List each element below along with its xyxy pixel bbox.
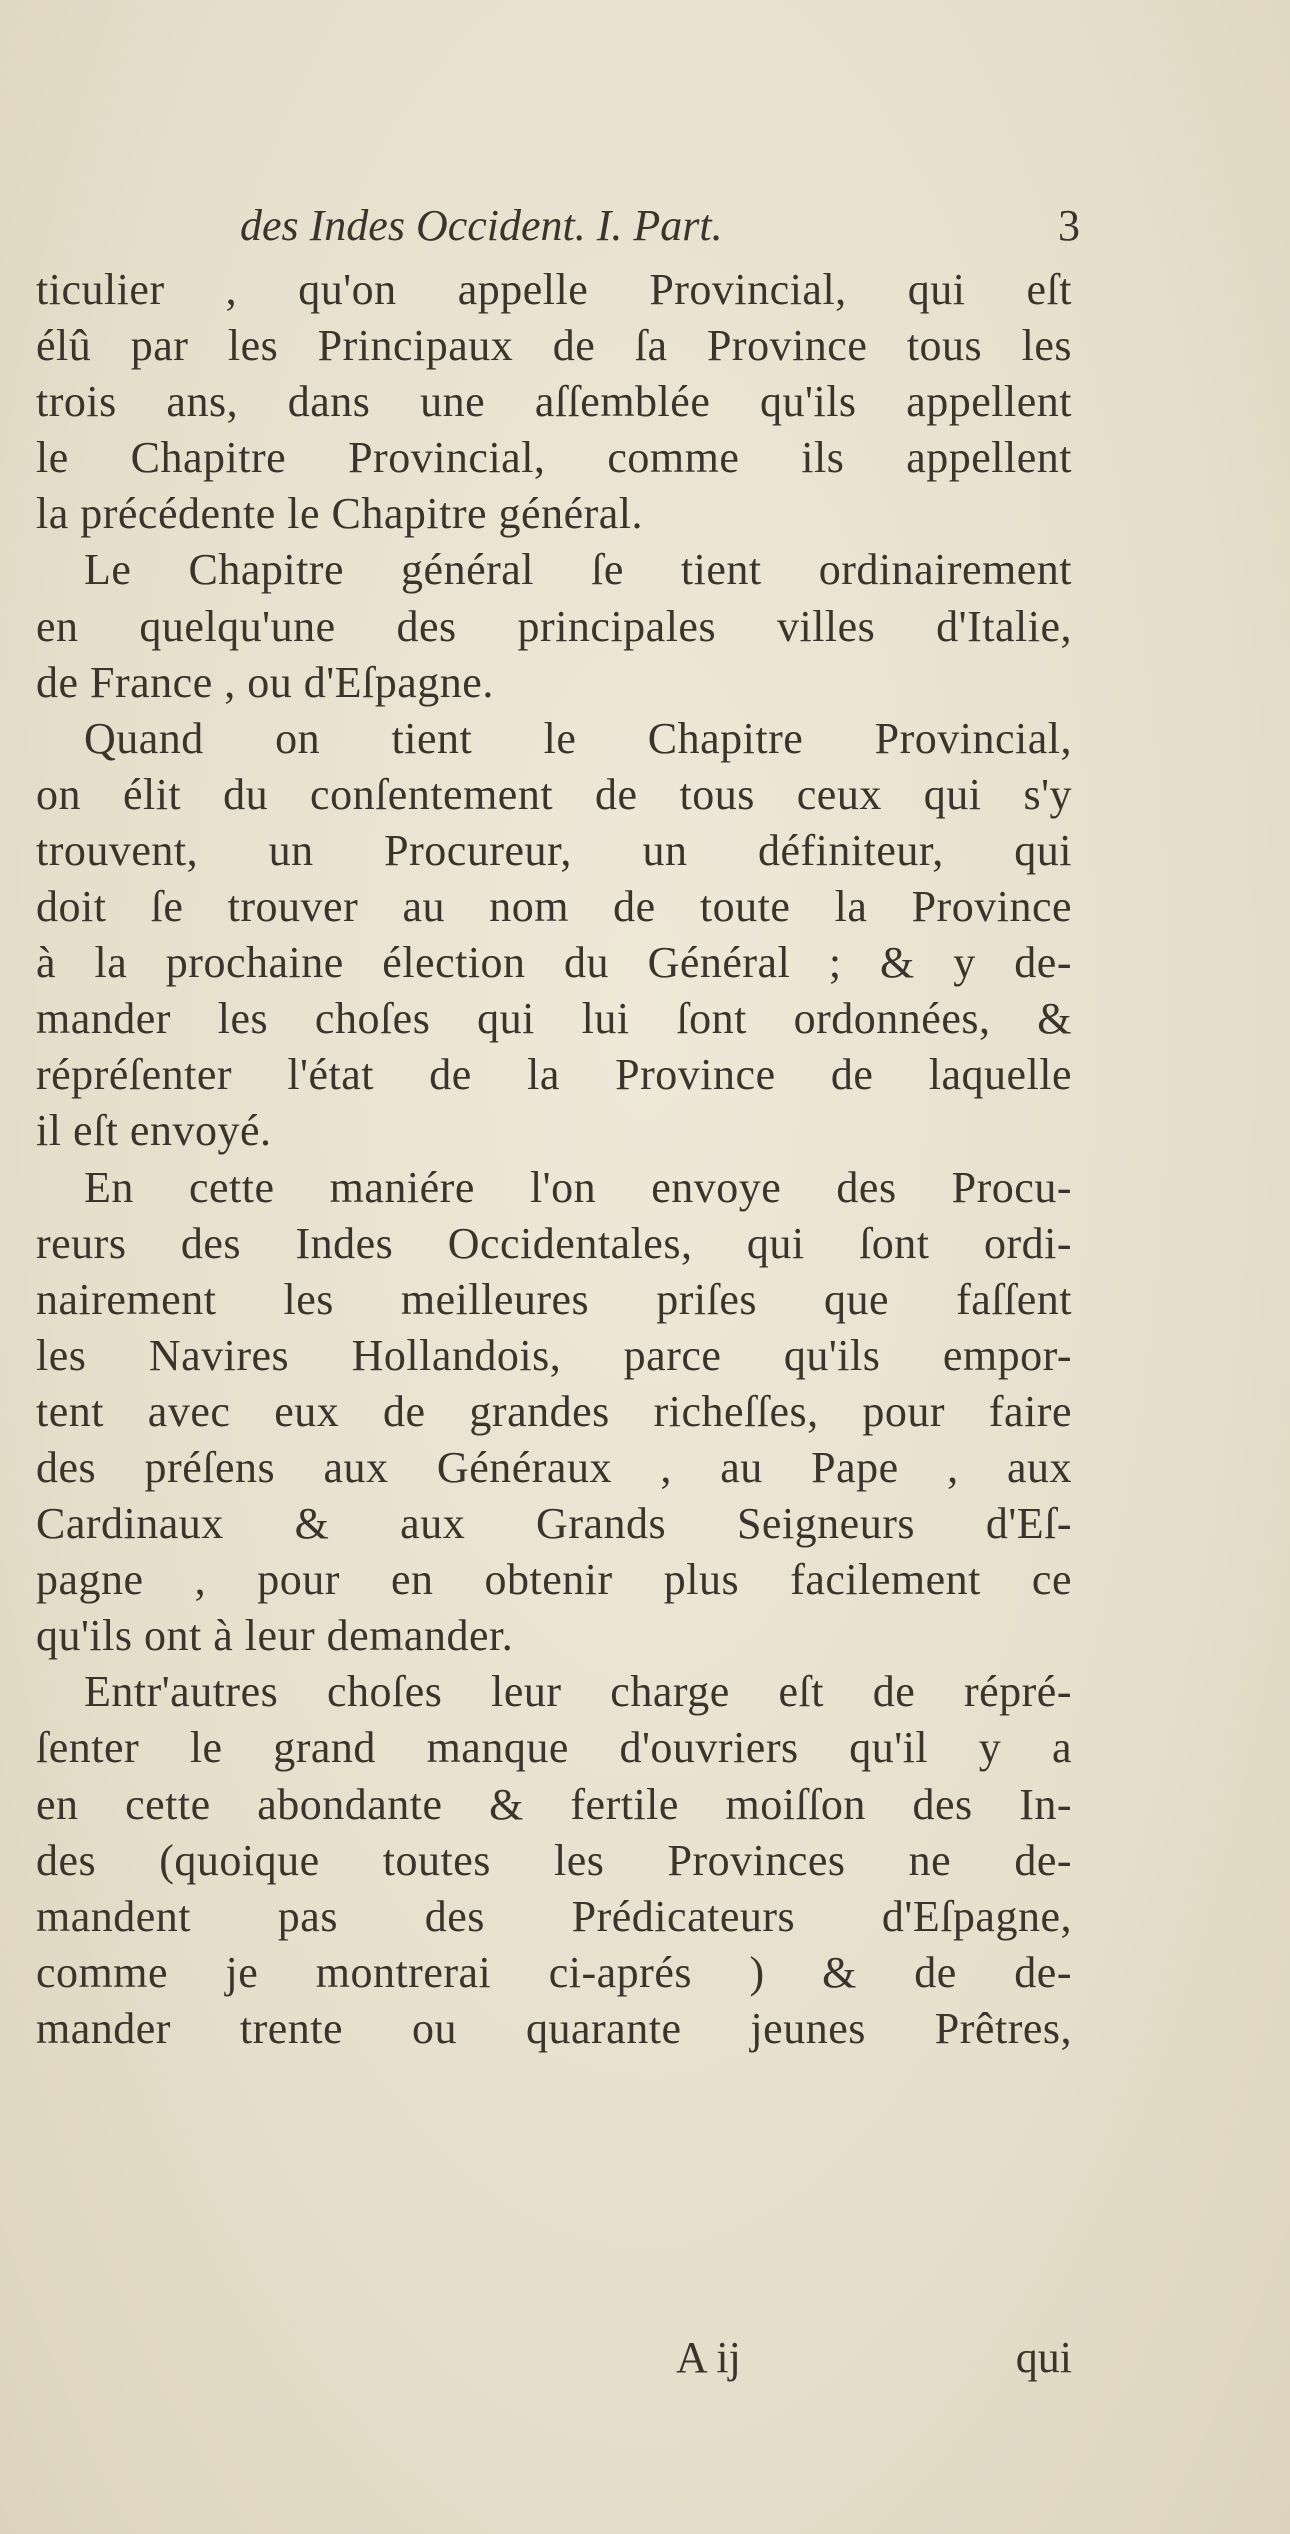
text-line: Cardinaux & aux Grands Seigneurs d'Eſ- bbox=[36, 1499, 1072, 1549]
signature-mark: A ij bbox=[676, 2333, 741, 2382]
text-line: Entr'autres choſes leur charge eſt de répré- bbox=[84, 1667, 1072, 1717]
text-line: En cette maniére l'on envoye des Procu- bbox=[84, 1162, 1072, 1212]
catchword: qui bbox=[1015, 2333, 1072, 2382]
text-line: en quelqu'une des principales villes d'Italie, bbox=[36, 601, 1072, 651]
text-line: mandent pas des Prédicateurs d'Eſpagne, bbox=[36, 1891, 1072, 1941]
page-number: 3 bbox=[1058, 201, 1080, 250]
text-line: répréſenter l'état de la Province de laquelle bbox=[36, 1050, 1072, 1100]
text-line: élû par les Principaux de ſa Province tous les bbox=[36, 321, 1072, 371]
text-line: la précédente le Chapitre général. bbox=[36, 489, 644, 539]
text-line: à la prochaine élection du Général ; & y de- bbox=[36, 938, 1072, 988]
text-line: tent avec eux de grandes richeſſes, pour faire bbox=[36, 1386, 1072, 1436]
body-text bbox=[36, 262, 1072, 2057]
text-line: trois ans, dans une aſſemblée qu'ils appellent bbox=[36, 377, 1072, 427]
text-line: ſenter le grand manque d'ouvriers qu'il y a bbox=[36, 1723, 1072, 1773]
text-line: des préſens aux Généraux , au Pape , aux bbox=[36, 1442, 1072, 1492]
text-line: il eſt envoyé. bbox=[36, 1106, 272, 1156]
text-line: trouvent, un Procureur, un définiteur, qui bbox=[36, 825, 1072, 875]
text-line: Le Chapitre général ſe tient ordinairement bbox=[84, 545, 1072, 595]
text-line: nairement les meilleures priſes que faſſent bbox=[36, 1274, 1072, 1324]
text-line: doit ſe trouver au nom de toute la Province bbox=[36, 882, 1072, 932]
text-line: Quand on tient le Chapitre Provincial, bbox=[84, 713, 1072, 763]
running-title: des Indes Occident. I. Part. bbox=[240, 201, 723, 250]
page-header bbox=[240, 196, 1080, 256]
text-line: qu'ils ont à leur demander. bbox=[36, 1611, 514, 1661]
text-line: les Navires Hollandois, parce qu'ils empor- bbox=[36, 1330, 1072, 1380]
text-line: mander les choſes qui lui ſont ordonnées, & bbox=[36, 994, 1072, 1044]
text-line: le Chapitre Provincial, comme ils appellent bbox=[36, 433, 1072, 483]
text-line: comme je montrerai ci-aprés ) & de de- bbox=[36, 1947, 1072, 1997]
text-line: de France , ou d'Eſpagne. bbox=[36, 657, 494, 707]
text-line: ticulier , qu'on appelle Provincial, qui eſt bbox=[36, 265, 1072, 314]
text-line: des (quoique toutes les Provinces ne de- bbox=[36, 1835, 1072, 1885]
text-line: reurs des Indes Occidentales, qui ſont ordi- bbox=[36, 1218, 1072, 1268]
text-line: en cette abondante & fertile moiſſon des In- bbox=[36, 1779, 1072, 1829]
text-line: pagne , pour en obtenir plus facilement ce bbox=[36, 1555, 1072, 1605]
text-line: mander trente ou quarante jeunes Prêtres, bbox=[36, 2003, 1072, 2053]
page-footer bbox=[36, 2330, 1072, 2386]
text-line: on élit du conſentement de tous ceux qui s'y bbox=[36, 769, 1072, 819]
